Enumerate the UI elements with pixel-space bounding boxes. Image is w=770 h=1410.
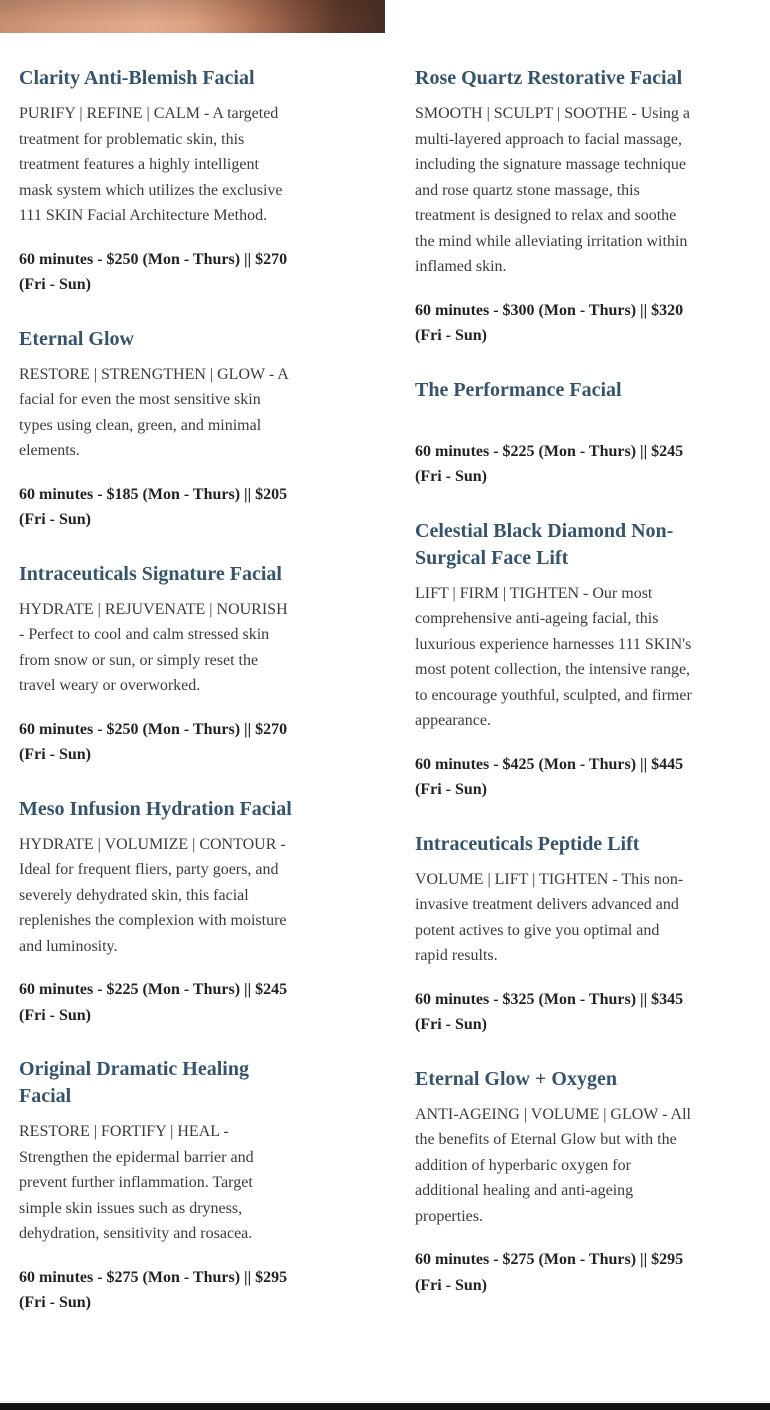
service-description: ANTI-AGEING | VOLUME | GLOW - All the benefits of Eternal Glow but with the addition of hyperbaric oxygen for additional healing and anti-ageing properties. [415, 1105, 691, 1225]
service-price: 60 minutes - $225 (Mon - Thurs) || $245 (Fri - Sun) [19, 981, 288, 1024]
service-title: Celestial Black Diamond Non-Surgical Face Lift [415, 519, 674, 569]
service-title: Clarity Anti-Blemish Facial [19, 67, 255, 89]
service-title: Eternal Glow + Oxygen [415, 1067, 617, 1090]
service-title: Eternal Glow [19, 327, 134, 350]
skin-closeup-photo [0, 0, 385, 33]
service-price: 60 minutes - $325 (Mon - Thurs) || $345 (Fri - Sun) [415, 990, 684, 1033]
service-price: 60 minutes - $425 (Mon - Thurs) || $445 (Fri - Sun) [415, 755, 684, 798]
service-title: Meso Infusion Hydration Facial [19, 797, 292, 820]
service-title: The Performance Facial [415, 378, 622, 401]
service-description: LIFT | FIRM | TIGHTEN - Our most comprehensive anti-ageing facial, this luxurious experience harnesses 111 SKIN's most potent collection, the intensive range, to encourage youthful, sculpted, and firmer appearance. [415, 584, 692, 729]
service-title: Original Dramatic Healing Facial [19, 1058, 249, 1107]
services-column-left [0, 65, 385, 1344]
service-item [415, 1066, 693, 1299]
service-item [19, 326, 293, 533]
services-menu [0, 65, 770, 1344]
service-description [415, 413, 693, 421]
service-title: Intraceuticals Signature Facial [19, 562, 282, 585]
service-item [415, 518, 693, 803]
service-description: HYDRATE | VOLUMIZE | CONTOUR - Ideal for frequent fliers, party goers, and severely dehydrated skin, this facial replenishes the complexion with moisture and luminosity. [19, 835, 287, 955]
service-price: 60 minutes - $275 (Mon - Thurs) || $295 (Fri - Sun) [19, 1268, 288, 1311]
service-description: HYDRATE | REJUVENATE | NOURISH - Perfect to cool and calm stressed skin from snow or sun, or simply reset the travel weary or overworked. [19, 600, 288, 694]
service-item [415, 65, 693, 349]
service-item [415, 831, 693, 1038]
service-price: 60 minutes - $250 (Mon - Thurs) || $270 (Fri - Sun) [19, 720, 288, 763]
service-price: 60 minutes - $225 (Mon - Thurs) || $245 (Fri - Sun) [415, 442, 684, 485]
service-description: PURIFY | REFINE | CALM - A targeted treatment for problematic skin, this treatment features a highly intelligent mask system which utilizes the exclusive 111 SKIN Facial Architecture Method. [19, 105, 283, 224]
service-item [415, 377, 693, 490]
service-price: 60 minutes - $275 (Mon - Thurs) || $295 (Fri - Sun) [415, 1251, 684, 1294]
service-price: 60 minutes - $300 (Mon - Thurs) || $320 (Fri - Sun) [415, 301, 684, 344]
service-price: 60 minutes - $185 (Mon - Thurs) || $205 (Fri - Sun) [19, 485, 288, 528]
service-item [19, 561, 293, 768]
service-description: RESTORE | FORTIFY | HEAL - Strengthen the epidermal barrier and prevent further inflammation. Target simple skin issues such as dryness, dehydration, sensitivity and rosacea. [19, 1123, 254, 1242]
service-description: VOLUME | LIFT | TIGHTEN - This non-invasive treatment delivers advanced and potent actives to give you optimal and rapid results. [415, 870, 684, 964]
service-item [19, 796, 293, 1029]
services-column-right [385, 65, 770, 1344]
footer-divider [0, 1401, 770, 1402]
service-title: Intraceuticals Peptide Lift [415, 832, 640, 855]
footer-bar [0, 1403, 770, 1410]
service-price: 60 minutes - $250 (Mon - Thurs) || $270 (Fri - Sun) [19, 250, 288, 293]
service-item [19, 65, 293, 298]
service-item [19, 1056, 293, 1316]
service-description: SMOOTH | SCULPT | SOOTHE - Using a multi-layered approach to facial massage, including the signature massage technique and rose quartz stone massage, this treatment is designed to relax and soothe the mind while alleviating irritation within inflamed skin. [415, 105, 691, 275]
service-description: RESTORE | STRENGTHEN | GLOW - A facial for even the most sensitive skin types using clean, green, and minimal elements. [19, 365, 288, 459]
service-title: Rose Quartz Restorative Facial [415, 67, 683, 89]
hero-strip [0, 0, 770, 33]
